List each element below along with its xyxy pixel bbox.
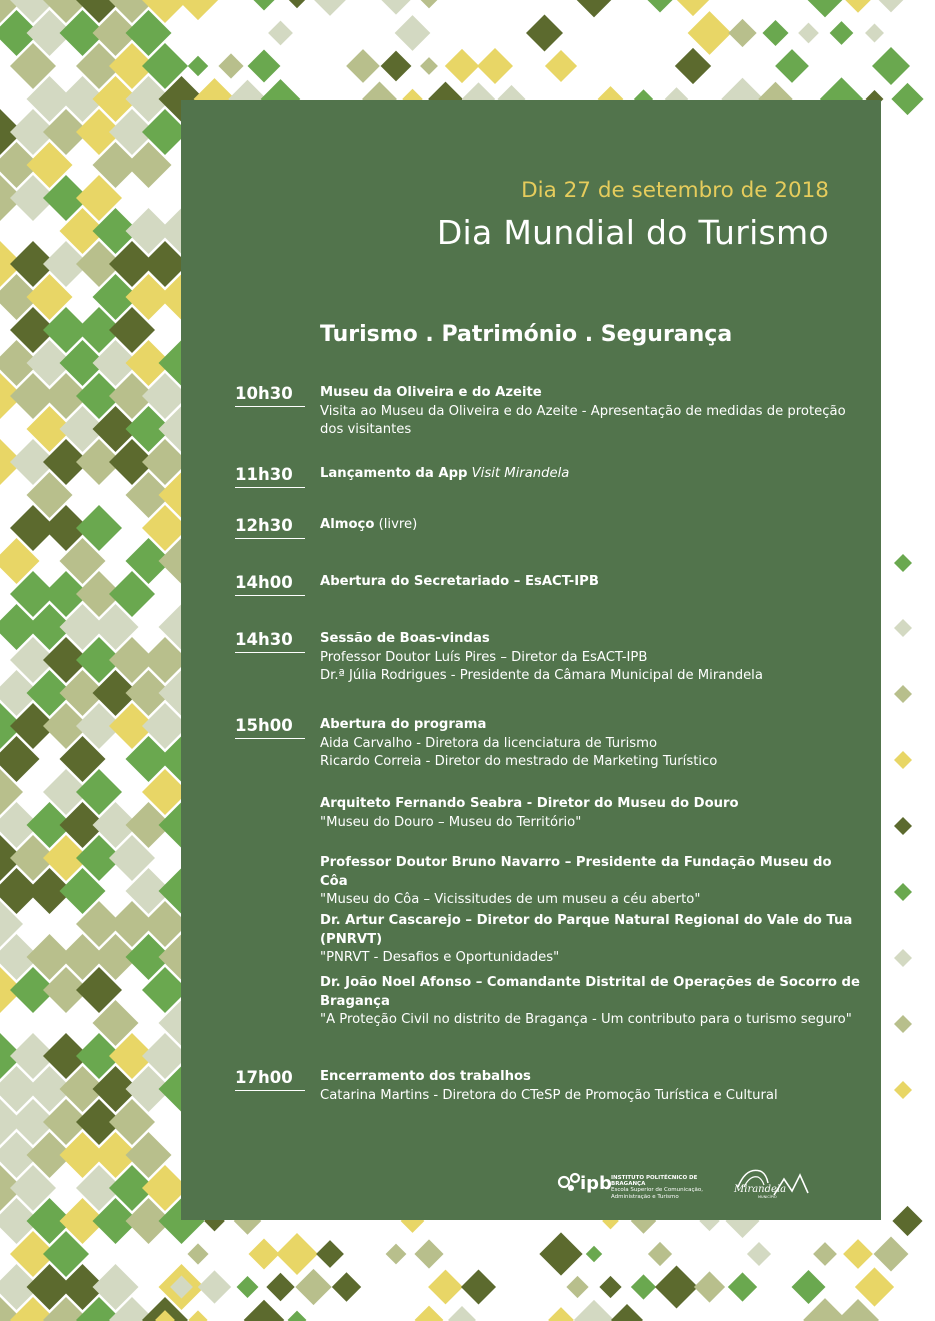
pattern-diamond xyxy=(747,1242,771,1266)
pattern-diamond xyxy=(381,0,410,15)
schedule-heading: Encerramento dos trabalhos xyxy=(320,1069,531,1084)
schedule-line: "PNRVT - Desafios e Oportunidades" xyxy=(320,950,560,966)
pattern-diamond xyxy=(266,1273,294,1301)
pattern-diamond xyxy=(599,1276,621,1298)
schedule-time: 14h00 xyxy=(235,573,305,596)
pattern-diamond xyxy=(188,1310,207,1321)
schedule-time: 10h30 xyxy=(235,384,305,407)
pattern-diamond xyxy=(894,1081,912,1099)
ipb-emblem-icon xyxy=(556,1168,612,1196)
pattern-diamond xyxy=(648,1242,672,1266)
pattern-diamond xyxy=(332,1272,361,1301)
ipb-name: INSTITUTO POLITÉCNICO DE BRAGANÇA Escola Superior de Comunicação, Administração e Turismo xyxy=(611,1175,703,1200)
pattern-diamond xyxy=(762,20,788,46)
schedule-heading: Professor Doutor Bruno Navarro – Presidente da Fundação Museu do Côa xyxy=(320,855,832,889)
schedule-line: Catarina Martins - Diretora do CTeSP de Promoção Turística e Cultural xyxy=(320,1087,778,1103)
pattern-diamond xyxy=(188,56,209,77)
pattern-diamond xyxy=(477,48,513,84)
pattern-diamond xyxy=(865,24,884,43)
pattern-diamond xyxy=(892,1206,922,1236)
pattern-diamond xyxy=(791,1270,825,1304)
pattern-diamond xyxy=(845,0,871,13)
pattern-diamond xyxy=(539,1232,582,1275)
pattern-diamond xyxy=(421,0,438,8)
pattern-diamond xyxy=(894,554,912,572)
pattern-diamond xyxy=(894,1015,912,1033)
schedule-heading: Sessão de Boas-vindas xyxy=(320,631,490,646)
schedule-heading: Dr. Artur Cascarejo – Diretor do Parque Natural Regional do Vale do Tua (PNRVT) xyxy=(320,913,853,947)
pattern-diamond xyxy=(314,0,346,16)
pattern-diamond xyxy=(677,0,709,16)
pattern-diamond xyxy=(316,1240,344,1268)
schedule-line: "Museu do Côa – Vicissitudes de um museu a céu aberto" xyxy=(320,892,701,908)
schedule-heading: Almoço xyxy=(320,517,375,532)
event-title: Dia Mundial do Turismo xyxy=(436,213,829,252)
pattern-diamond xyxy=(414,1239,443,1268)
schedule-time: 17h00 xyxy=(235,1068,305,1091)
pattern-diamond xyxy=(728,19,756,47)
pattern-diamond xyxy=(586,1246,602,1262)
pattern-diamond xyxy=(647,0,672,13)
mirandela-logo xyxy=(732,1165,822,1199)
pattern-diamond xyxy=(728,1272,757,1301)
svg-text:ipb: ipb xyxy=(580,1173,612,1194)
schedule-heading: Dr. João Noel Afonso – Comandante Distrital de Operações de Socorro de xyxy=(320,975,860,990)
pattern-diamond xyxy=(288,1311,307,1321)
pattern-diamond xyxy=(428,1270,463,1305)
schedule-time: 14h30 xyxy=(235,630,305,653)
pattern-diamond xyxy=(894,685,912,703)
pattern-diamond xyxy=(655,1265,698,1308)
pattern-diamond xyxy=(855,1267,894,1306)
pattern-diamond xyxy=(461,1269,496,1304)
event-date: Dia 27 de setembro de 2018 xyxy=(521,178,829,203)
pattern-diamond xyxy=(694,1271,725,1302)
pattern-diamond xyxy=(248,50,281,83)
pattern-diamond xyxy=(253,0,274,11)
schedule-line: Aida Carvalho - Diretora da licenciatura de Turismo xyxy=(320,735,658,751)
partner-logos xyxy=(556,1165,826,1199)
pattern-diamond xyxy=(894,949,912,967)
schedule-heading-suffix: (livre) xyxy=(378,517,418,532)
pattern-diamond xyxy=(874,1237,909,1272)
pattern-diamond xyxy=(276,1233,318,1275)
schedule-heading: Museu da Oliveira e do Azeite xyxy=(320,385,542,400)
pattern-diamond xyxy=(386,1244,407,1265)
schedule-line: Ricardo Correia - Diretor do mestrado de Marketing Turístico xyxy=(320,754,718,770)
schedule-heading-continued: Bragança xyxy=(320,993,390,1009)
pattern-diamond xyxy=(813,1242,837,1266)
pattern-diamond xyxy=(346,49,380,83)
pattern-diamond xyxy=(395,15,431,51)
pattern-diamond xyxy=(894,619,912,637)
schedule-line: Dr.ª Júlia Rodrigues - Presidente da Câmara Municipal de Mirandela xyxy=(320,668,763,684)
pattern-diamond xyxy=(891,83,923,115)
schedule-time: 12h30 xyxy=(235,516,305,539)
pattern-diamond xyxy=(381,51,412,82)
schedule-heading: Abertura do Secretariado – EsACT-IPB xyxy=(320,574,599,589)
pattern-diamond xyxy=(577,0,612,17)
pattern-diamond xyxy=(448,1306,476,1321)
pattern-diamond xyxy=(894,751,912,769)
schedule-heading: Abertura do programa xyxy=(320,717,487,732)
pattern-diamond xyxy=(244,1300,285,1321)
pattern-diamond xyxy=(894,883,912,901)
schedule-heading: Arquiteto Fernando Seabra - Diretor do Museu do Douro xyxy=(320,796,739,811)
pattern-diamond xyxy=(688,11,732,55)
pattern-diamond xyxy=(631,1274,656,1299)
pattern-diamond xyxy=(675,48,711,84)
pattern-diamond xyxy=(879,0,904,12)
schedule-line: dos visitantes xyxy=(320,422,412,438)
pattern-diamond xyxy=(574,1300,614,1321)
schedule-time: 11h30 xyxy=(235,465,305,488)
program-panel xyxy=(181,100,881,1220)
pattern-diamond xyxy=(808,0,843,17)
pattern-diamond xyxy=(830,21,854,45)
mirandela-name: Mirandela xyxy=(734,1184,787,1195)
schedule-heading: Lançamento da App xyxy=(320,466,468,481)
pattern-diamond xyxy=(415,1306,444,1321)
pattern-diamond xyxy=(872,47,910,85)
pattern-diamond xyxy=(566,1276,588,1298)
pattern-diamond xyxy=(894,817,912,835)
pattern-diamond xyxy=(268,21,293,46)
pattern-diamond xyxy=(611,1304,643,1321)
pattern-diamond xyxy=(289,0,305,8)
schedule-line: Visita ao Museu da Oliveira e do Azeite - Apresentação de medidas de proteção xyxy=(320,403,846,419)
pattern-diamond xyxy=(178,0,218,20)
pattern-diamond xyxy=(420,57,438,75)
schedule-line: Professor Doutor Luís Pires – Diretor da EsACT-IPB xyxy=(320,649,648,665)
pattern-diamond xyxy=(248,1238,279,1269)
schedule-heading-italic: Visit Mirandela xyxy=(471,466,570,481)
pattern-diamond xyxy=(295,1269,331,1305)
pattern-diamond xyxy=(545,50,577,82)
pattern-diamond xyxy=(548,1307,574,1321)
pattern-diamond xyxy=(218,53,243,78)
ipb-logo xyxy=(556,1168,716,1200)
pattern-diamond xyxy=(798,23,819,44)
schedule-time: 15h00 xyxy=(235,716,305,739)
pattern-diamond xyxy=(187,1243,208,1264)
schedule-line: "A Proteção Civil no distrito de Bragança - Um contributo para o turismo seguro" xyxy=(320,1012,852,1028)
pattern-diamond xyxy=(843,1239,873,1269)
schedule-line: "Museu do Douro – Museu do Território" xyxy=(320,814,582,830)
event-theme: Turismo . Património . Segurança xyxy=(320,322,733,347)
mirandela-subtitle: MUNICÍPIO xyxy=(758,1195,777,1199)
pattern-diamond xyxy=(198,1270,231,1303)
pattern-diamond xyxy=(775,49,809,83)
pattern-diamond xyxy=(237,1276,259,1298)
pattern-diamond xyxy=(445,49,479,83)
pattern-diamond xyxy=(526,14,563,51)
